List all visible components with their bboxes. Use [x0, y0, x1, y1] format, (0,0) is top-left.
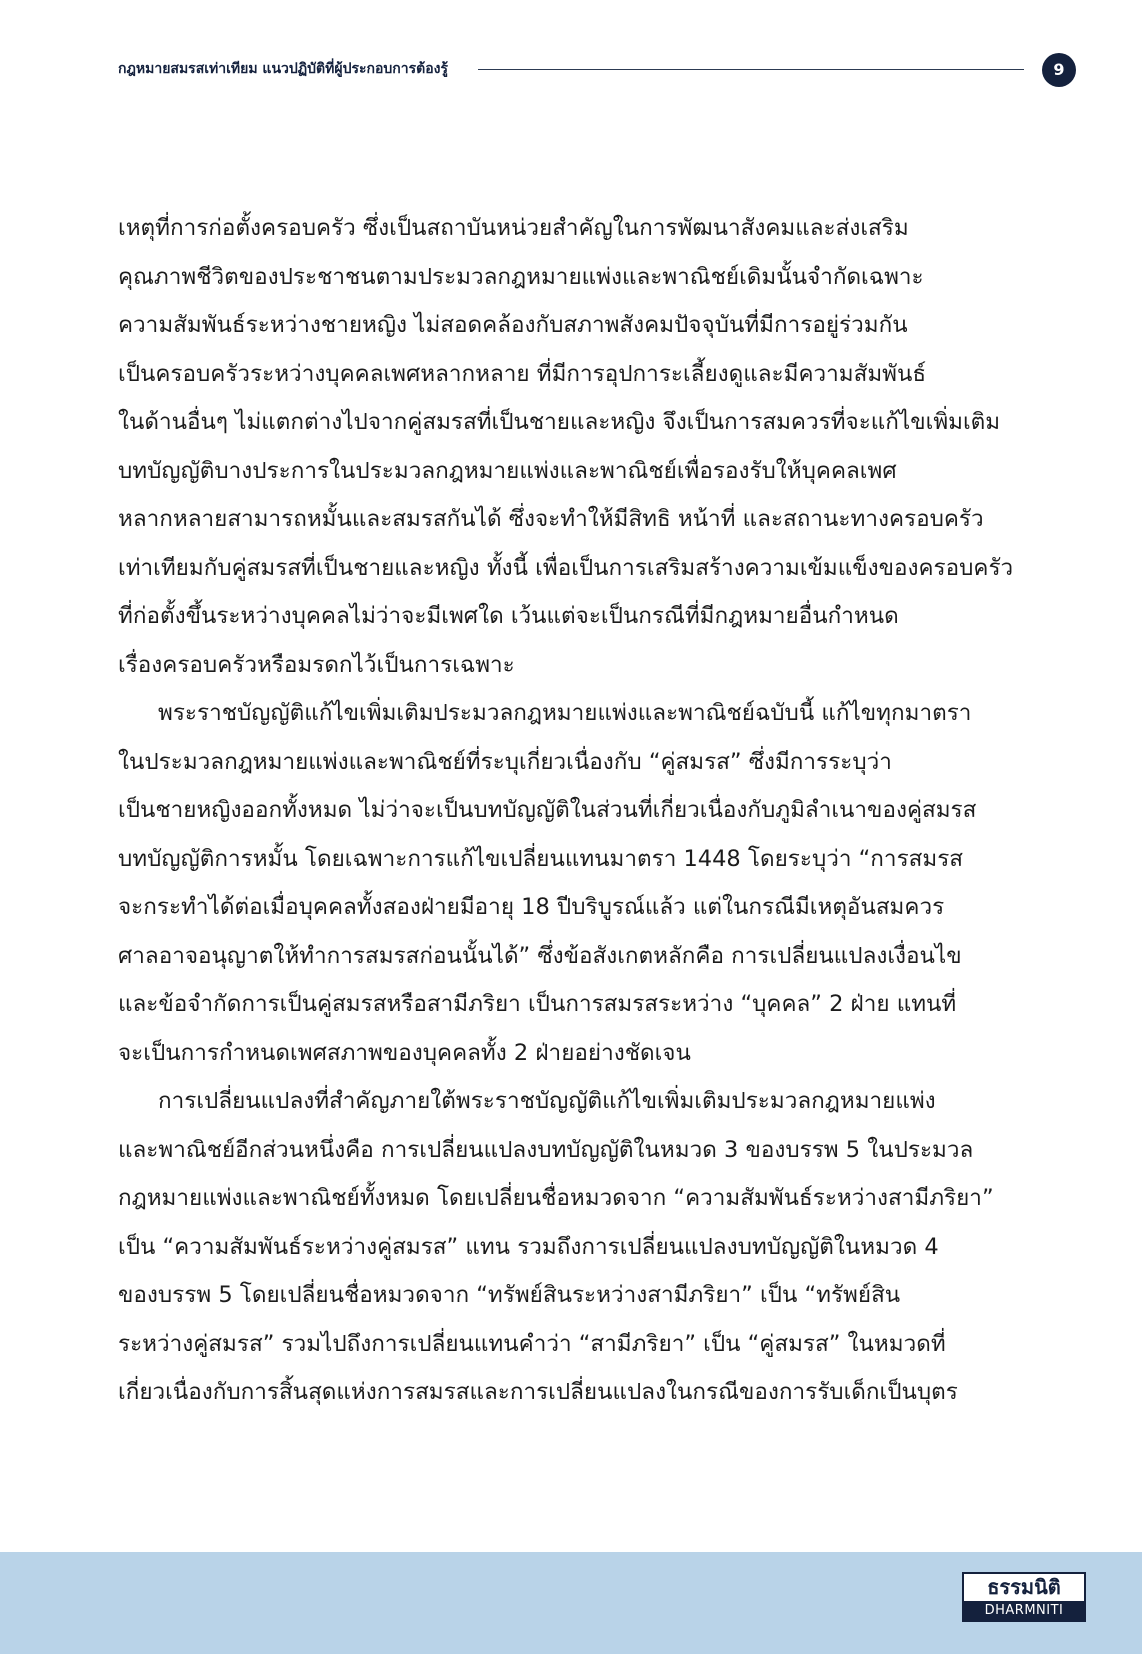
text-line: และข้อจำกัดการเป็นคู่สมรสหรือสามีภริยา เป็นการสมรสระหว่าง “บุคคล” 2 ฝ่าย แทนที่	[118, 991, 957, 1017]
text-line: บทบัญญัติการหมั้น โดยเฉพาะการแก้ไขเปลี่ยนแทนมาตรา 1448 โดยระบุว่า “การสมรส	[118, 845, 964, 872]
text-line: ความสัมพันธ์ระหว่างชายหญิง ไม่สอดคล้องกับสภาพสังคมปัจจุบันที่มีการอยู่ร่วมกัน	[118, 312, 908, 338]
text-line: กฎหมายแพ่งและพาณิชย์ทั้งหมด โดยเปลี่ยนชื่อหมวดจาก “ความสัมพันธ์ระหว่างสามีภริยา”	[118, 1185, 994, 1211]
logo-english-text: DHARMNITI	[964, 1601, 1084, 1620]
text-line: และพาณิชย์อีกส่วนหนึ่งคือ การเปลี่ยนแปลงบทบัญญัติในหมวด 3 ของบรรพ 5 ในประมวล	[118, 1136, 974, 1163]
logo-thai-text: ธรรมนิติ	[987, 1575, 1061, 1599]
text-line: หลากหลายสามารถหมั้นและสมรสกันได้ ซึ่งจะทำให้มีสิทธิ หน้าที่ และสถานะทางครอบครัว	[118, 506, 984, 532]
paragraph-start-line: พระราชบัญญัติแก้ไขเพิ่มเติมประมวลกฎหมายแพ่งและพาณิชย์ฉบับนี้ แก้ไขทุกมาตรา	[158, 700, 972, 726]
text-line: คุณภาพชีวิตของประชาชนตามประมวลกฎหมายแพ่งและพาณิชย์เดิมนั้นจำกัดเฉพาะ	[118, 263, 924, 290]
text-line: เป็นชายหญิงออกทั้งหมด ไม่ว่าจะเป็นบทบัญญัติในส่วนที่เกี่ยวเนื่องกับภูมิลำเนาของคู่สมรส	[118, 797, 977, 823]
dharmniti-logo	[962, 1572, 1086, 1622]
page-footer	[0, 1552, 1142, 1654]
text-line: ที่ก่อตั้งขึ้นระหว่างบุคคลไม่ว่าจะมีเพศใด เว้นแต่จะเป็นกรณีที่มีกฎหมายอื่นกำหนด	[118, 603, 899, 629]
paragraph-start-line: การเปลี่ยนแปลงที่สำคัญภายใต้พระราชบัญญัติแก้ไขเพิ่มเติมประมวลกฎหมายแพ่ง	[158, 1088, 936, 1114]
text-line: ระหว่างคู่สมรส” รวมไปถึงการเปลี่ยนแทนคำว่า “สามีภริยา” เป็น “คู่สมรส” ในหมวดที่	[118, 1330, 946, 1357]
header-divider	[478, 69, 1024, 70]
text-line: เรื่องครอบครัวหรือมรดกไว้เป็นการเฉพาะ	[118, 651, 515, 678]
running-title: กฎหมายสมรสเท่าเทียม แนวปฏิบัติที่ผู้ประกอบการต้องรู้	[118, 61, 448, 77]
text-line: บทบัญญัติบางประการในประมวลกฎหมายแพ่งและพาณิชย์เพื่อรองรับให้บุคคลเพศ	[118, 457, 897, 484]
text-line: เกี่ยวเนื่องกับการสิ้นสุดแห่งการสมรสและการเปลี่ยนแปลงในกรณีของการรับเด็กเป็นบุตร	[118, 1379, 958, 1405]
body-text	[118, 204, 1024, 1417]
text-line: เป็นครอบครัวระหว่างบุคคลเพศหลากหลาย ที่มีการอุปการะเลี้ยงดูและมีความสัมพันธ์	[118, 360, 927, 387]
text-line: ศาลอาจอนุญาตให้ทำการสมรสก่อนนั้นได้” ซึ่งข้อสังเกตหลักคือ การเปลี่ยนแปลงเงื่อนไข	[118, 942, 962, 969]
text-line: ในประมวลกฎหมายแพ่งและพาณิชย์ที่ระบุเกี่ยวเนื่องกับ “คู่สมรส” ซึ่งมีการระบุว่า	[118, 748, 892, 775]
text-line: เป็น “ความสัมพันธ์ระหว่างคู่สมรส” แทน รวมถึงการเปลี่ยนแปลงบทบัญญัติในหมวด 4	[118, 1233, 939, 1260]
text-line: จะเป็นการกำหนดเพศสภาพของบุคคลทั้ง 2 ฝ่ายอย่างชัดเจน	[118, 1039, 691, 1066]
text-line: จะกระทำได้ต่อเมื่อบุคคลทั้งสองฝ่ายมีอายุ 18 ปีบริบูรณ์แล้ว แต่ในกรณีมีเหตุอันสมควร	[118, 894, 945, 920]
text-line: ของบรรพ 5 โดยเปลี่ยนชื่อหมวดจาก “ทรัพย์สินระหว่างสามีภริยา” เป็น “ทรัพย์สิน	[118, 1282, 901, 1308]
page-header	[118, 52, 1078, 88]
text-line: ในด้านอื่นๆ ไม่แตกต่างไปจากคู่สมรสที่เป็นชายและหญิง จึงเป็นการสมควรที่จะแก้ไขเพิ่มเติม	[118, 409, 1001, 435]
page-number-badge: 9	[1042, 53, 1076, 87]
text-line: เหตุที่การก่อตั้งครอบครัว ซึ่งเป็นสถาบันหน่วยสำคัญในการพัฒนาสังคมและส่งเสริม	[118, 215, 909, 241]
text-line: เท่าเทียมกับคู่สมรสที่เป็นชายและหญิง ทั้งนี้ เพื่อเป็นการเสริมสร้างความเข้มแข็งของครอบครัว	[118, 554, 1014, 581]
